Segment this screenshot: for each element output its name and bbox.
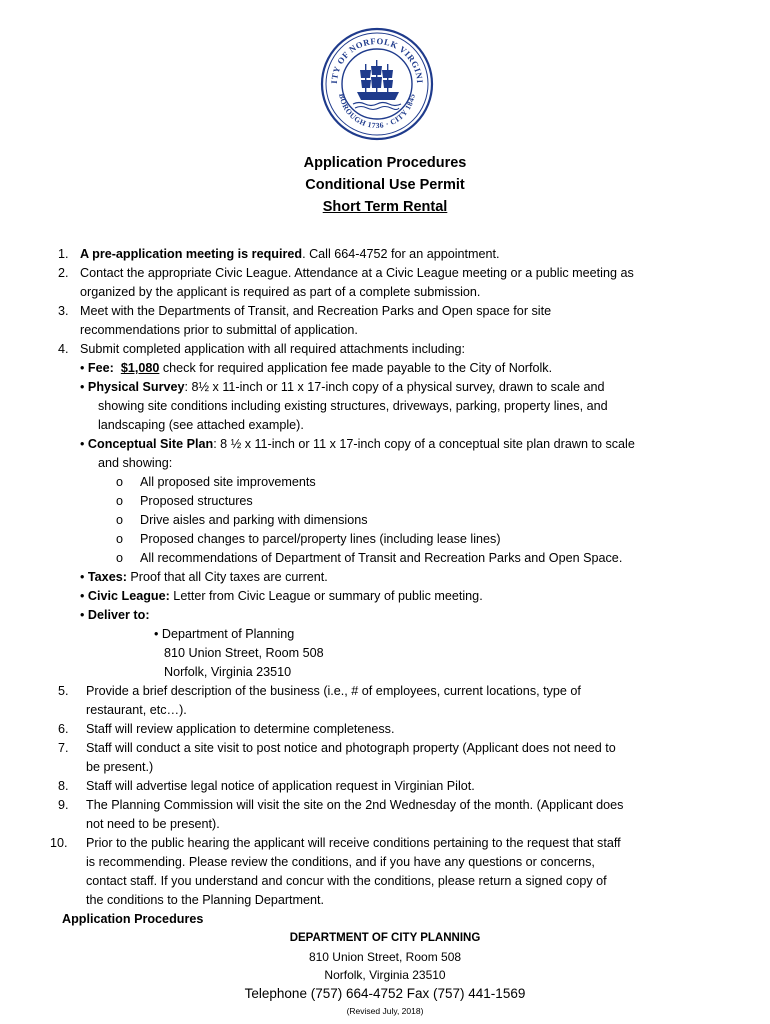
list-item-10-cont-2: contact staff. If you understand and concur with the conditions, please return a signed copy of — [86, 874, 607, 888]
list-item-3 — [58, 302, 718, 321]
fee-amount: $1,080 — [120, 361, 160, 375]
deliver-address-line-3: Norfolk, Virginia 23510 — [164, 665, 292, 679]
bullet-civic-league — [58, 587, 718, 606]
fee-text: check for required application fee made payable to the City of Norfolk. — [159, 361, 553, 375]
seal-top-text: ITY OF NORFOLK VIRGINI — [328, 35, 426, 84]
bullet-icon: • — [154, 627, 162, 641]
list-item-2 — [58, 264, 718, 283]
item-number: 3. — [58, 304, 69, 318]
item-number: 10. — [50, 836, 68, 850]
list-item-7-cont: be present.) — [86, 760, 154, 774]
item-number: 8. — [58, 779, 69, 793]
taxes-text: Proof that all City taxes are current. — [126, 570, 328, 584]
deliver-label: Deliver to: — [87, 608, 150, 622]
taxes-label: Taxes: — [87, 570, 127, 584]
ship-icon — [353, 60, 401, 110]
site-subitem-text: Proposed structures — [140, 494, 253, 508]
list-item-10 — [50, 834, 718, 853]
bullet-icon: • — [80, 380, 88, 394]
list-item-9 — [58, 796, 718, 815]
title-line-1: Application Procedures — [303, 155, 467, 171]
item-text: Prior to the public hearing the applicant will receive conditions pertaining to the request that staff — [86, 836, 621, 850]
survey-label: Physical Survey — [87, 380, 185, 394]
survey-text: : 8½ x 11-inch or 11 x 17-inch copy of a physical survey, drawn to scale and — [184, 380, 605, 394]
bullet-icon: • — [80, 570, 88, 584]
site-plan-label: Conceptual Site Plan — [87, 437, 214, 451]
footer-heading: Application Procedures — [62, 912, 204, 926]
site-subitem — [58, 549, 718, 568]
circle-bullet-icon: o — [116, 494, 124, 508]
item-text: Staff will conduct a site visit to post notice and photograph property (Applicant does not need to — [86, 741, 616, 755]
item-text: Meet with the Departments of Transit, and Recreation Parks and Open space for site — [80, 304, 552, 318]
document-title-block — [0, 152, 770, 218]
site-subitem-text: All recommendations of Department of Transit and Recreation Parks and Open Space. — [140, 551, 623, 565]
bullet-fee — [58, 359, 718, 378]
footer-revised-date: (Revised July, 2018) — [346, 1006, 424, 1016]
item-bold-text: A pre-application meeting is required — [80, 247, 303, 261]
procedure-list — [50, 245, 718, 910]
list-item-8 — [58, 777, 718, 796]
item-number: 7. — [58, 741, 69, 755]
item-text: Staff will advertise legal notice of application request in Virginian Pilot. — [86, 779, 475, 793]
footer-department: DEPARTMENT OF CITY PLANNING — [289, 932, 481, 944]
site-subitem-text: Proposed changes to parcel/property lines (including lease lines) — [140, 532, 501, 546]
item-text: Submit completed application with all required attachments including: — [80, 342, 466, 356]
list-item-10-cont-1: is recommending. Please review the conditions, and if you have any questions or concerns, — [86, 855, 595, 869]
item-number: 2. — [58, 266, 69, 280]
item-text: Provide a brief description of the business (i.e., # of employees, current locations, type of — [86, 684, 581, 698]
circle-bullet-icon: o — [116, 532, 124, 546]
list-item-2-cont: organized by the applicant is required as part of a complete submission. — [80, 285, 481, 299]
deliver-dept: Department of Planning — [161, 627, 295, 641]
item-number: 4. — [58, 342, 69, 356]
site-subitem — [58, 492, 718, 511]
circle-bullet-icon: o — [116, 513, 124, 527]
city-seal-logo — [319, 26, 435, 142]
fee-label: Fee: — [87, 361, 114, 375]
site-subitem — [58, 511, 718, 530]
item-number: 6. — [58, 722, 69, 736]
circle-bullet-icon: o — [116, 475, 124, 489]
bullet-icon: • — [80, 608, 88, 622]
deliver-address-line-2: 810 Union Street, Room 508 — [164, 646, 324, 660]
item-text: The Planning Commission will visit the site on the 2nd Wednesday of the month. (Applicant does — [86, 798, 624, 812]
site-plan-cont: and showing: — [98, 456, 173, 470]
deliver-address-line-1 — [58, 625, 718, 644]
survey-cont-1: showing site conditions including existing structures, driveways, parking, property lines, and — [98, 399, 608, 413]
bullet-conceptual-site-plan — [58, 435, 718, 454]
circle-bullet-icon: o — [116, 551, 124, 565]
survey-cont-2: landscaping (see attached example). — [98, 418, 304, 432]
site-subitem-text: Drive aisles and parking with dimensions — [140, 513, 368, 527]
footer-phone-fax: Telephone (757) 664-4752 Fax (757) 441-1569 — [244, 986, 526, 1001]
item-text: Contact the appropriate Civic League. Attendance at a Civic League meeting or a public meeting as — [80, 266, 634, 280]
bullet-deliver-to — [58, 606, 718, 625]
site-subitem — [58, 530, 718, 549]
civic-label: Civic League: — [87, 589, 170, 603]
site-subitem — [58, 473, 718, 492]
list-item-9-cont: not need to be present). — [86, 817, 220, 831]
civic-text: Letter from Civic League or summary of public meeting. — [169, 589, 483, 603]
list-item-5-cont: restaurant, etc…). — [86, 703, 187, 717]
footer-address-line-1: 810 Union Street, Room 508 — [308, 950, 462, 964]
item-number: 9. — [58, 798, 69, 812]
item-text: Staff will review application to determine completeness. — [86, 722, 395, 736]
list-item-4 — [58, 340, 718, 359]
title-line-2: Conditional Use Permit — [305, 177, 465, 193]
site-subitem-text: All proposed site improvements — [140, 475, 316, 489]
list-item-6 — [58, 720, 718, 739]
list-item-1 — [58, 245, 718, 264]
city-seal-graphic — [319, 26, 435, 142]
bullet-physical-survey — [58, 378, 718, 397]
list-item-7 — [58, 739, 718, 758]
site-plan-text: : 8 ½ x 11-inch or 11 x 17-inch copy of a conceptual site plan drawn to scale — [213, 437, 635, 451]
list-item-3-cont: recommendations prior to submittal of application. — [80, 323, 358, 337]
bullet-icon: • — [80, 589, 88, 603]
footer-address-line-2: Norfolk, Virginia 23510 — [324, 968, 446, 982]
list-item-10-cont-3: the conditions to the Planning Department. — [86, 893, 325, 907]
bullet-icon: • — [80, 437, 88, 451]
item-number: 5. — [58, 684, 69, 698]
item-number: 1. — [58, 247, 69, 261]
list-item-5 — [58, 682, 718, 701]
seal-bottom-text: BOROUGH 1736 · CITY 1845 — [337, 92, 417, 131]
bullet-taxes — [58, 568, 718, 587]
bullet-icon: • — [80, 361, 88, 375]
title-line-3: Short Term Rental — [322, 199, 448, 215]
item-text: . Call 664-4752 for an appointment. — [302, 247, 500, 261]
